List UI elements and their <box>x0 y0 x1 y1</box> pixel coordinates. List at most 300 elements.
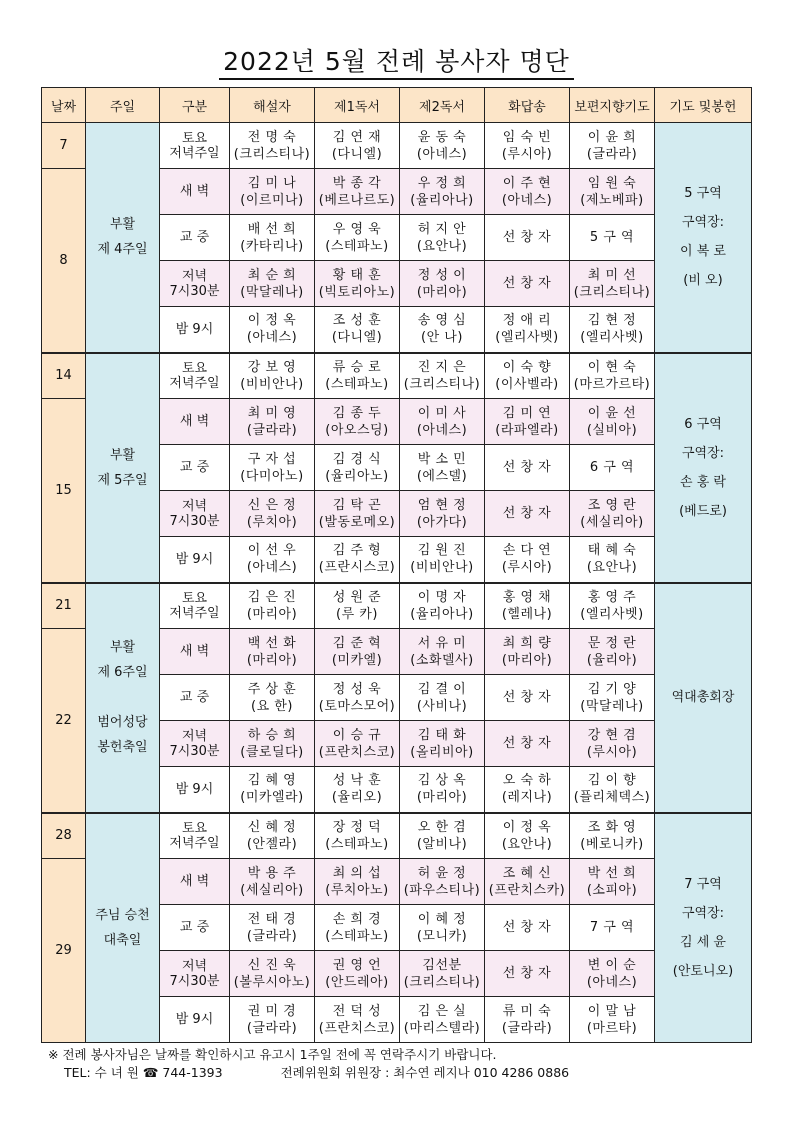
sunday-line: 제 4주일 <box>97 242 148 258</box>
volunteer-name: 정 성 욱 <box>332 681 382 697</box>
volunteer-name: 김 연 재 <box>332 129 382 145</box>
mass-type-line: 저녁주일 <box>169 835 220 851</box>
volunteer-name: 손 희 경 <box>332 911 382 927</box>
mass-type-line: 밤 9시 <box>175 1012 214 1027</box>
volunteer-cell <box>230 399 315 445</box>
volunteer-cell <box>570 261 655 307</box>
baptismal-name: (토마스모어) <box>318 698 396 714</box>
volunteer-name: 이 명 자 <box>417 589 467 605</box>
volunteer-name: 백 선 화 <box>247 635 297 651</box>
volunteer-cell <box>230 629 315 675</box>
baptismal-name: (마리아) <box>246 652 298 668</box>
volunteer-name: 선 창 자 <box>502 276 552 291</box>
prayer-offering <box>655 583 752 813</box>
baptismal-name: (아오스딩) <box>325 422 389 438</box>
volunteer-name: 배 선 희 <box>247 221 297 237</box>
volunteer-name: 전 태 경 <box>247 911 297 927</box>
volunteer-cell <box>230 169 315 215</box>
volunteer-cell <box>570 951 655 997</box>
mass-type <box>160 813 230 859</box>
mass-type-line: 저녁주일 <box>169 145 220 161</box>
baptismal-name: (글라라) <box>246 422 298 438</box>
mass-type <box>160 767 230 813</box>
sunday-date: 15 <box>42 399 86 583</box>
baptismal-name: (베로니카) <box>580 836 644 852</box>
mass-type <box>160 169 230 215</box>
volunteer-cell <box>400 307 485 353</box>
baptismal-name: (안젤라) <box>246 836 298 852</box>
baptismal-name: (엘리사벳) <box>580 330 644 346</box>
volunteer-cell <box>230 675 315 721</box>
volunteer-name: 성 원 준 <box>332 589 382 605</box>
mass-type <box>160 675 230 721</box>
footer-committee: 전례위원회 위원장 : 최수연 레지나 010 4286 0886 <box>280 1065 570 1080</box>
baptismal-name: (아네스) <box>416 422 468 438</box>
baptismal-name: (사비나) <box>416 698 468 714</box>
volunteer-name: 변 이 순 <box>587 957 637 973</box>
volunteer-cell <box>570 905 655 951</box>
volunteer-name: 이 승 규 <box>332 727 382 743</box>
volunteer-cell <box>485 951 570 997</box>
volunteer-name: 김 원 진 <box>417 543 467 559</box>
mass-type-line: 저녁 <box>181 268 208 284</box>
baptismal-name: (미카엘라) <box>240 790 304 806</box>
mass-type-line: 새 벽 <box>179 184 210 199</box>
volunteer-name: 조 영 란 <box>587 497 637 513</box>
prayer-line: 구역장: <box>681 445 725 461</box>
volunteer-name: 김 탁 곤 <box>332 497 382 513</box>
sunday-date: 22 <box>42 629 86 813</box>
sunday-name <box>86 813 160 1043</box>
baptismal-name: (마르가르타) <box>573 376 651 392</box>
volunteer-name: 하 승 희 <box>247 727 297 743</box>
prayer-line: 구역장: <box>681 215 725 231</box>
baptismal-name: (프란치스코) <box>318 1020 396 1036</box>
volunteer-name: 박 소 민 <box>417 451 467 467</box>
baptismal-name: (글라라) <box>246 1020 298 1036</box>
volunteer-name: 최 미 영 <box>247 405 297 421</box>
volunteer-cell <box>570 123 655 169</box>
volunteer-cell <box>400 905 485 951</box>
footer-note: ※ 전례 봉사자님은 날짜를 확인하시고 유고시 1주일 전에 꼭 연락주시기 바랍니다. <box>48 1047 497 1062</box>
volunteer-cell <box>485 859 570 905</box>
volunteer-cell <box>315 169 400 215</box>
volunteer-cell <box>570 399 655 445</box>
volunteer-cell <box>570 997 655 1043</box>
baptismal-name: (마리아) <box>501 652 553 668</box>
volunteer-cell <box>230 123 315 169</box>
baptismal-name: (이사벨라) <box>495 376 559 392</box>
volunteer-cell <box>315 353 400 399</box>
mass-type <box>160 399 230 445</box>
volunteer-cell <box>485 215 570 261</box>
volunteer-name: 우 영 욱 <box>332 221 382 237</box>
footer-tel: TEL: 수 녀 원 ☎ 744-1393 <box>64 1065 223 1080</box>
volunteer-name: 김 경 식 <box>332 451 382 467</box>
mass-type-line: 교 중 <box>179 230 210 245</box>
volunteer-name: 강 현 겸 <box>587 727 637 743</box>
mass-type-line: 저녁 <box>181 728 208 744</box>
baptismal-name: (카타리나) <box>240 238 304 254</box>
mass-type-line: 새 벽 <box>179 874 210 889</box>
volunteer-name: 조 성 훈 <box>332 313 382 329</box>
mass-type <box>160 997 230 1043</box>
prayer-line: (비 오) <box>683 273 723 289</box>
volunteer-cell <box>400 721 485 767</box>
volunteer-cell <box>485 629 570 675</box>
baptismal-name: (스테파노) <box>325 836 389 852</box>
volunteer-cell <box>230 215 315 261</box>
baptismal-name: (마리스텔라) <box>403 1020 481 1036</box>
volunteer-cell <box>315 215 400 261</box>
volunteer-cell <box>400 215 485 261</box>
sunday-line: 봉헌축일 <box>97 740 148 755</box>
baptismal-name: (빅토리아노) <box>318 284 396 300</box>
baptismal-name: (막달레나) <box>580 698 644 714</box>
baptismal-name: (루치아노) <box>325 882 389 898</box>
mass-type-line: 교 중 <box>179 690 210 705</box>
volunteer-name: 신 진 욱 <box>247 957 297 973</box>
mass-type-line: 토요 <box>181 590 208 606</box>
volunteer-name: 이 현 숙 <box>587 359 637 375</box>
volunteer-cell <box>230 997 315 1043</box>
volunteer-name: 5 구 역 <box>589 230 635 245</box>
volunteer-name: 선 창 자 <box>502 460 552 475</box>
baptismal-name: (에스델) <box>416 468 468 484</box>
volunteer-cell <box>315 123 400 169</box>
volunteer-name: 황 태 훈 <box>332 267 382 283</box>
volunteer-name: 임 숙 빈 <box>502 129 552 145</box>
column-header: 화답송 <box>485 88 570 123</box>
baptismal-name: (요 한) <box>251 698 293 714</box>
prayer-line: 6 구역 <box>684 416 722 432</box>
prayer-line: (안토니오) <box>672 963 734 979</box>
volunteer-cell <box>485 813 570 859</box>
volunteer-name: 이 미 사 <box>417 405 467 421</box>
mass-type-line: 저녁주일 <box>169 605 220 621</box>
baptismal-name: (마리아) <box>416 790 468 806</box>
schedule-table <box>41 87 752 1043</box>
volunteer-name: 이 윤 희 <box>587 129 637 145</box>
volunteer-name: 전 덕 성 <box>332 1003 382 1019</box>
column-header: 기도 및봉헌 <box>655 88 752 123</box>
prayer-line: (베드로) <box>679 503 727 519</box>
volunteer-cell <box>230 353 315 399</box>
volunteer-cell <box>230 951 315 997</box>
sunday-line: 부활 <box>109 640 136 655</box>
mass-type <box>160 353 230 399</box>
mass-type <box>160 583 230 629</box>
mass-type-line: 밤 9시 <box>175 551 214 567</box>
volunteer-cell <box>400 813 485 859</box>
volunteer-cell <box>485 767 570 813</box>
volunteer-cell <box>230 261 315 307</box>
volunteer-cell <box>315 307 400 353</box>
volunteer-name: 조 화 영 <box>587 819 637 835</box>
table-row <box>42 123 752 169</box>
volunteer-cell <box>400 445 485 491</box>
volunteer-cell <box>315 997 400 1043</box>
volunteer-cell <box>570 767 655 813</box>
volunteer-name: 윤 동 숙 <box>417 129 467 145</box>
mass-type-line: 토요 <box>181 360 208 376</box>
mass-type-line: 저녁 <box>181 498 208 514</box>
volunteer-name: 선 창 자 <box>502 920 552 935</box>
volunteer-name: 김 현 정 <box>587 313 637 329</box>
volunteer-cell <box>315 583 400 629</box>
volunteer-name: 김 이 향 <box>587 773 637 789</box>
volunteer-name: 주 상 훈 <box>247 681 297 697</box>
volunteer-name: 선 창 자 <box>502 736 552 751</box>
volunteer-cell <box>570 629 655 675</box>
volunteer-name: 김 은 진 <box>247 589 297 605</box>
baptismal-name: (발동로메오) <box>318 514 396 530</box>
volunteer-name: 김 주 형 <box>332 543 382 559</box>
mass-type-line: 7시30분 <box>169 743 220 759</box>
baptismal-name: (헬레나) <box>501 606 553 622</box>
volunteer-name: 김 상 옥 <box>417 773 467 789</box>
volunteer-name: 박 종 각 <box>332 175 382 191</box>
volunteer-cell <box>230 721 315 767</box>
volunteer-name: 최 순 희 <box>247 267 297 283</box>
volunteer-cell <box>400 629 485 675</box>
volunteer-name: 신 은 정 <box>247 497 297 513</box>
mass-type <box>160 123 230 169</box>
prayer-line: 이 복 로 <box>680 244 726 260</box>
volunteer-name: 김 미 연 <box>502 405 552 421</box>
volunteer-name: 선 창 자 <box>502 966 552 981</box>
volunteer-name: 신 혜 정 <box>247 819 297 835</box>
volunteer-name: 선 창 자 <box>502 690 552 705</box>
volunteer-name: 서 유 미 <box>417 635 467 651</box>
baptismal-name: (루시아) <box>501 560 553 576</box>
volunteer-cell <box>400 997 485 1043</box>
baptismal-name: (율리아나) <box>410 606 474 622</box>
sunday-date: 8 <box>42 169 86 353</box>
volunteer-cell <box>230 537 315 583</box>
baptismal-name: (클로딜다) <box>240 744 304 760</box>
volunteer-cell <box>485 307 570 353</box>
volunteer-name: 이 선 우 <box>247 543 297 559</box>
baptismal-name: (글라라) <box>246 928 298 944</box>
prayer-line: 구역장: <box>681 905 725 921</box>
volunteer-name: 이 숙 향 <box>502 359 552 375</box>
saturday-date: 7 <box>42 123 86 169</box>
sunday-name <box>86 583 160 813</box>
volunteer-cell <box>570 353 655 399</box>
baptismal-name: (아가다) <box>416 514 468 530</box>
baptismal-name: (소화델사) <box>410 652 474 668</box>
table-row <box>42 353 752 399</box>
volunteer-cell <box>570 813 655 859</box>
volunteer-name: 성 낙 훈 <box>332 773 382 789</box>
baptismal-name: (율리아노) <box>325 468 389 484</box>
volunteer-cell <box>485 537 570 583</box>
volunteer-name: 오 숙 하 <box>502 773 552 789</box>
baptismal-name: (아네스) <box>586 974 638 990</box>
volunteer-cell <box>315 537 400 583</box>
baptismal-name: (막달레나) <box>240 284 304 300</box>
volunteer-cell <box>570 537 655 583</box>
prayer-offering <box>655 353 752 583</box>
mass-type <box>160 537 230 583</box>
volunteer-cell <box>485 997 570 1043</box>
volunteer-cell <box>570 721 655 767</box>
baptismal-name: (요안나) <box>416 238 468 254</box>
volunteer-name: 조 혜 신 <box>502 865 552 881</box>
volunteer-cell <box>315 905 400 951</box>
baptismal-name: (미카엘) <box>331 652 383 668</box>
volunteer-name: 김 태 화 <box>417 727 467 743</box>
baptismal-name: (올리비아) <box>410 744 474 760</box>
sunday-line: 범어성당 <box>97 715 148 730</box>
footer <box>48 1046 768 1082</box>
mass-type <box>160 445 230 491</box>
mass-type-line: 토요 <box>181 820 208 836</box>
volunteer-cell <box>315 445 400 491</box>
baptismal-name: (루시아) <box>501 146 553 162</box>
volunteer-cell <box>230 859 315 905</box>
volunteer-cell <box>230 445 315 491</box>
baptismal-name: (모니카) <box>416 928 468 944</box>
baptismal-name: (다니엘) <box>331 146 383 162</box>
volunteer-cell <box>485 399 570 445</box>
mass-type <box>160 905 230 951</box>
volunteer-cell <box>315 721 400 767</box>
volunteer-name: 이 정 옥 <box>247 313 297 329</box>
prayer-line: 7 구역 <box>684 876 722 892</box>
prayer-line: 5 구역 <box>684 186 722 202</box>
baptismal-name: (프란치스카) <box>488 882 566 898</box>
volunteer-name: 7 구 역 <box>589 920 635 935</box>
mass-type <box>160 491 230 537</box>
mass-type-line: 새 벽 <box>179 414 210 429</box>
mass-type-line: 7시30분 <box>169 513 220 529</box>
volunteer-cell <box>570 491 655 537</box>
baptismal-name: (크리스티나) <box>403 974 481 990</box>
volunteer-cell <box>315 491 400 537</box>
volunteer-cell <box>400 859 485 905</box>
saturday-date: 14 <box>42 353 86 399</box>
volunteer-name: 선 창 자 <box>502 506 552 521</box>
column-header: 보편지향기도 <box>570 88 655 123</box>
mass-type-line: 밤 9시 <box>175 321 214 337</box>
baptismal-name: (알비나) <box>416 836 468 852</box>
baptismal-name: (루시아) <box>586 744 638 760</box>
baptismal-name: (스테파노) <box>325 376 389 392</box>
baptismal-name: (루치아) <box>246 514 298 530</box>
sunday-line: 부활 <box>109 217 136 233</box>
volunteer-name: 선 창 자 <box>502 230 552 245</box>
baptismal-name: (소피아) <box>586 882 638 898</box>
volunteer-cell <box>570 215 655 261</box>
baptismal-name: (세실리아) <box>580 514 644 530</box>
column-header: 제1독서 <box>315 88 400 123</box>
volunteer-name: 장 정 덕 <box>332 819 382 835</box>
baptismal-name: (엘리사벳) <box>580 606 644 622</box>
volunteer-name: 김 혜 영 <box>247 773 297 789</box>
volunteer-cell <box>315 813 400 859</box>
prayer-line: 손 홍 락 <box>680 474 726 490</box>
volunteer-cell <box>485 721 570 767</box>
baptismal-name: (마르타) <box>586 1020 638 1036</box>
sunday-name <box>86 123 160 353</box>
baptismal-name: (프란시스코) <box>318 560 396 576</box>
volunteer-cell <box>485 491 570 537</box>
mass-type-line: 토요 <box>181 130 208 146</box>
baptismal-name: (레지나) <box>501 790 553 806</box>
volunteer-cell <box>230 491 315 537</box>
volunteer-cell <box>485 123 570 169</box>
volunteer-cell <box>400 583 485 629</box>
baptismal-name: (안드레아) <box>325 974 389 990</box>
prayer-offering <box>655 813 752 1043</box>
baptismal-name: (비비안나) <box>410 560 474 576</box>
volunteer-cell <box>570 445 655 491</box>
mass-type-line: 저녁 <box>181 958 208 974</box>
baptismal-name: (아네스) <box>501 192 553 208</box>
volunteer-name: 박 선 희 <box>587 865 637 881</box>
sunday-line: 제 5주일 <box>97 472 148 488</box>
volunteer-name: 6 구 역 <box>589 460 635 475</box>
baptismal-name: (크리스티나) <box>233 146 311 162</box>
volunteer-name: 정 애 리 <box>502 313 552 329</box>
volunteer-cell <box>485 905 570 951</box>
volunteer-name: 허 지 안 <box>417 221 467 237</box>
volunteer-name: 엄 현 정 <box>417 497 467 513</box>
volunteer-cell <box>570 307 655 353</box>
volunteer-cell <box>315 767 400 813</box>
volunteer-name: 우 정 희 <box>417 175 467 191</box>
volunteer-cell <box>400 951 485 997</box>
baptismal-name: (볼루시아노) <box>233 974 311 990</box>
volunteer-name: 태 혜 숙 <box>587 543 637 559</box>
volunteer-name: 김선분 <box>422 957 462 973</box>
volunteer-cell <box>400 123 485 169</box>
volunteer-name: 류 승 로 <box>332 359 382 375</box>
volunteer-cell <box>485 583 570 629</box>
column-header: 제2독서 <box>400 88 485 123</box>
volunteer-cell <box>485 675 570 721</box>
volunteer-name: 김 은 실 <box>417 1003 467 1019</box>
page-title: 2022년 5월 전례 봉사자 명단 <box>0 42 793 78</box>
baptismal-name: (율리오) <box>331 790 383 806</box>
volunteer-cell <box>570 583 655 629</box>
baptismal-name: (플리체덱스) <box>573 790 651 806</box>
volunteer-name: 권 영 언 <box>332 957 382 973</box>
baptismal-name: (안 나) <box>421 330 463 346</box>
volunteer-name: 최 희 량 <box>502 635 552 651</box>
prayer-line: 김 세 윤 <box>680 934 726 950</box>
baptismal-name: (아네스) <box>416 146 468 162</box>
baptismal-name: (프란치스코) <box>318 744 396 760</box>
mass-type <box>160 721 230 767</box>
prayer-offering <box>655 123 752 353</box>
table-row <box>42 583 752 629</box>
mass-type <box>160 629 230 675</box>
volunteer-name: 김 결 이 <box>417 681 467 697</box>
volunteer-cell <box>315 675 400 721</box>
sunday-line: 주님 승천 <box>95 907 150 923</box>
volunteer-name: 이 혜 정 <box>417 911 467 927</box>
volunteer-cell <box>315 399 400 445</box>
baptismal-name: (율리아) <box>586 652 638 668</box>
volunteer-name: 강 보 영 <box>247 359 297 375</box>
volunteer-name: 이 주 현 <box>502 175 552 191</box>
mass-type-line: 교 중 <box>179 920 210 935</box>
header-row <box>42 88 752 123</box>
mass-type <box>160 951 230 997</box>
